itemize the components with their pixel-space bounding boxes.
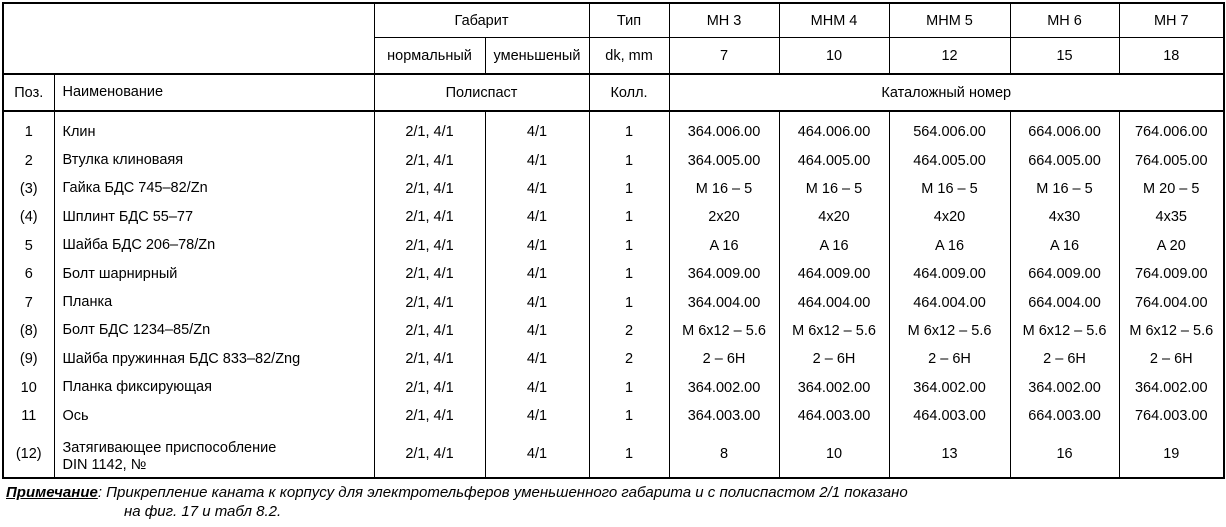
- poz-cell: (9): [3, 345, 54, 373]
- catalog-cell: 4x20: [779, 203, 889, 231]
- header-dk-value: 15: [1010, 38, 1119, 75]
- catalog-cell: 364.002.00: [889, 374, 1010, 402]
- umen-cell: 4/1: [485, 260, 589, 288]
- catalog-cell: 8: [669, 430, 779, 478]
- umen-cell: 4/1: [485, 402, 589, 430]
- catalog-cell: 364.002.00: [1010, 374, 1119, 402]
- norm-cell: 2/1, 4/1: [374, 374, 485, 402]
- catalog-cell: M 6x12 – 5.6: [669, 317, 779, 345]
- header-type: МН 7: [1119, 3, 1224, 38]
- parts-table: [2, 2, 1225, 479]
- table-row: [3, 232, 1224, 260]
- catalog-cell: 2 – 6H: [779, 345, 889, 373]
- name-cell: Клин: [54, 118, 374, 146]
- catalog-cell: 764.005.00: [1119, 146, 1224, 174]
- catalog-cell: 464.004.00: [779, 288, 889, 316]
- koll-cell: 1: [589, 430, 669, 478]
- header-dk-value: 10: [779, 38, 889, 75]
- catalog-cell: 464.003.00: [889, 402, 1010, 430]
- catalog-cell: 464.009.00: [779, 260, 889, 288]
- poz-cell: 2: [3, 146, 54, 174]
- catalog-cell: 664.003.00: [1010, 402, 1119, 430]
- table-row: [3, 260, 1224, 288]
- catalog-cell: 464.005.00: [889, 146, 1010, 174]
- catalog-cell: 364.004.00: [669, 288, 779, 316]
- name-cell: Шайба пружинная БДС 833–82/Zng: [54, 345, 374, 373]
- table-row: [3, 317, 1224, 345]
- catalog-cell: 364.002.00: [1119, 374, 1224, 402]
- name-cell: Втулка клиноваяя: [54, 146, 374, 174]
- name-cell: Ось: [54, 402, 374, 430]
- poz-cell: 1: [3, 118, 54, 146]
- umen-cell: 4/1: [485, 288, 589, 316]
- header-type: МН 3: [669, 3, 779, 38]
- poz-cell: 6: [3, 260, 54, 288]
- header-tip: Тип: [589, 3, 669, 38]
- footnote-label: Примечание: [6, 484, 98, 501]
- header-gabarit: Габарит: [374, 3, 589, 38]
- catalog-cell: 764.006.00: [1119, 118, 1224, 146]
- header-naim: Наименование: [54, 74, 374, 111]
- koll-cell: 1: [589, 260, 669, 288]
- umen-cell: 4/1: [485, 175, 589, 203]
- catalog-cell: M 16 – 5: [1010, 175, 1119, 203]
- catalog-cell: A 16: [1010, 232, 1119, 260]
- poz-cell: (12): [3, 430, 54, 478]
- koll-cell: 1: [589, 203, 669, 231]
- header-row-3: [3, 74, 1224, 111]
- koll-cell: 1: [589, 175, 669, 203]
- footnote-line-2: на фиг. 17 и табл 8.2.: [124, 503, 282, 520]
- norm-cell: 2/1, 4/1: [374, 175, 485, 203]
- poz-cell: (4): [3, 203, 54, 231]
- catalog-cell: 464.005.00: [779, 146, 889, 174]
- koll-cell: 1: [589, 374, 669, 402]
- catalog-cell: M 6x12 – 5.6: [779, 317, 889, 345]
- name-cell: Шплинт БДС 55–77: [54, 203, 374, 231]
- catalog-cell: 19: [1119, 430, 1224, 478]
- catalog-cell: M 16 – 5: [669, 175, 779, 203]
- catalog-cell: 2 – 6H: [1010, 345, 1119, 373]
- name-cell: Гайка БДС 745–82/Zn: [54, 175, 374, 203]
- poz-cell: 11: [3, 402, 54, 430]
- name-cell: [54, 430, 374, 478]
- catalog-cell: 364.002.00: [779, 374, 889, 402]
- catalog-cell: 4x20: [889, 203, 1010, 231]
- header-normalny: нормальный: [374, 38, 485, 75]
- catalog-cell: 2 – 6H: [669, 345, 779, 373]
- catalog-cell: 464.003.00: [779, 402, 889, 430]
- catalog-cell: 564.006.00: [889, 118, 1010, 146]
- poz-cell: 5: [3, 232, 54, 260]
- header-katalog: Каталожный номер: [669, 74, 1224, 111]
- catalog-cell: 364.003.00: [669, 402, 779, 430]
- catalog-cell: A 16: [669, 232, 779, 260]
- catalog-cell: 664.004.00: [1010, 288, 1119, 316]
- catalog-cell: 464.009.00: [889, 260, 1010, 288]
- header-dk-value: 7: [669, 38, 779, 75]
- norm-cell: 2/1, 4/1: [374, 146, 485, 174]
- header-dk-value: 18: [1119, 38, 1224, 75]
- catalog-cell: 2x20: [669, 203, 779, 231]
- catalog-cell: 2 – 6H: [1119, 345, 1224, 373]
- catalog-cell: M 6x12 – 5.6: [889, 317, 1010, 345]
- poz-cell: 7: [3, 288, 54, 316]
- norm-cell: 2/1, 4/1: [374, 232, 485, 260]
- header-koll: Колл.: [589, 74, 669, 111]
- koll-cell: 1: [589, 146, 669, 174]
- catalog-cell: 13: [889, 430, 1010, 478]
- norm-cell: 2/1, 4/1: [374, 402, 485, 430]
- poz-cell: (8): [3, 317, 54, 345]
- koll-cell: 1: [589, 232, 669, 260]
- norm-cell: 2/1, 4/1: [374, 203, 485, 231]
- header-type: МН 6: [1010, 3, 1119, 38]
- catalog-cell: 4x30: [1010, 203, 1119, 231]
- catalog-cell: 364.006.00: [669, 118, 779, 146]
- poz-cell: (3): [3, 175, 54, 203]
- name-cell: Болт БДС 1234–85/Zn: [54, 317, 374, 345]
- koll-cell: 1: [589, 288, 669, 316]
- name-cell: Болт шарнирный: [54, 260, 374, 288]
- koll-cell: 2: [589, 345, 669, 373]
- catalog-cell: M 16 – 5: [889, 175, 1010, 203]
- header-row-1: [3, 3, 1224, 38]
- table-row: [3, 203, 1224, 231]
- table-row: [3, 374, 1224, 402]
- name-cell: Планка: [54, 288, 374, 316]
- norm-cell: 2/1, 4/1: [374, 430, 485, 478]
- header-polispast: Полиспаст: [374, 74, 589, 111]
- table-row: [3, 175, 1224, 203]
- catalog-cell: 364.005.00: [669, 146, 779, 174]
- catalog-cell: 464.004.00: [889, 288, 1010, 316]
- umen-cell: 4/1: [485, 203, 589, 231]
- norm-cell: 2/1, 4/1: [374, 317, 485, 345]
- catalog-cell: A 20: [1119, 232, 1224, 260]
- catalog-cell: 764.009.00: [1119, 260, 1224, 288]
- name-cell: Шайба БДС 206–78/Zn: [54, 232, 374, 260]
- catalog-cell: 2 – 6H: [889, 345, 1010, 373]
- footnote-separator: :: [97, 484, 103, 501]
- catalog-cell: 664.005.00: [1010, 146, 1119, 174]
- table-row: [3, 288, 1224, 316]
- catalog-cell: 16: [1010, 430, 1119, 478]
- table-row: [3, 345, 1224, 373]
- catalog-cell: M 16 – 5: [779, 175, 889, 203]
- catalog-cell: 464.006.00: [779, 118, 889, 146]
- catalog-cell: 10: [779, 430, 889, 478]
- header-dk: dk, mm: [589, 38, 669, 75]
- koll-cell: 2: [589, 317, 669, 345]
- name-line-1: Затягивающее приспособление: [62, 440, 277, 457]
- header-type: МНМ 5: [889, 3, 1010, 38]
- header-type: МНМ 4: [779, 3, 889, 38]
- catalog-cell: A 16: [889, 232, 1010, 260]
- norm-cell: 2/1, 4/1: [374, 288, 485, 316]
- catalog-cell: M 6x12 – 5.6: [1010, 317, 1119, 345]
- header-dk-value: 12: [889, 38, 1010, 75]
- table-row: [3, 146, 1224, 174]
- catalog-cell: 764.004.00: [1119, 288, 1224, 316]
- norm-cell: 2/1, 4/1: [374, 118, 485, 146]
- koll-cell: 1: [589, 402, 669, 430]
- norm-cell: 2/1, 4/1: [374, 260, 485, 288]
- footnote: [6, 483, 1222, 521]
- table-row: [3, 430, 1224, 478]
- footnote-line-1: Прикрепление каната к корпусу для электротельферов уменьшенного габарита и с полиспастом 2/1 показано: [102, 484, 908, 501]
- umen-cell: 4/1: [485, 345, 589, 373]
- header-blank-cell: [3, 3, 374, 74]
- header-poz: Поз.: [3, 74, 54, 111]
- name-line-2: DIN 1142, №: [62, 457, 147, 474]
- catalog-cell: 664.009.00: [1010, 260, 1119, 288]
- name-cell: Планка фиксирующая: [54, 374, 374, 402]
- catalog-cell: M 20 – 5: [1119, 175, 1224, 203]
- umen-cell: 4/1: [485, 118, 589, 146]
- umen-cell: 4/1: [485, 317, 589, 345]
- table-row: [3, 402, 1224, 430]
- catalog-cell: 364.002.00: [669, 374, 779, 402]
- umen-cell: 4/1: [485, 146, 589, 174]
- catalog-cell: 4x35: [1119, 203, 1224, 231]
- catalog-cell: M 6x12 – 5.6: [1119, 317, 1224, 345]
- norm-cell: 2/1, 4/1: [374, 345, 485, 373]
- table-row: [3, 118, 1224, 146]
- umen-cell: 4/1: [485, 430, 589, 478]
- umen-cell: 4/1: [485, 232, 589, 260]
- umen-cell: 4/1: [485, 374, 589, 402]
- catalog-cell: 364.009.00: [669, 260, 779, 288]
- catalog-cell: A 16: [779, 232, 889, 260]
- koll-cell: 1: [589, 118, 669, 146]
- catalog-cell: 764.003.00: [1119, 402, 1224, 430]
- header-umenshenny: уменьшеный: [485, 38, 589, 75]
- catalog-cell: 664.006.00: [1010, 118, 1119, 146]
- poz-cell: 10: [3, 374, 54, 402]
